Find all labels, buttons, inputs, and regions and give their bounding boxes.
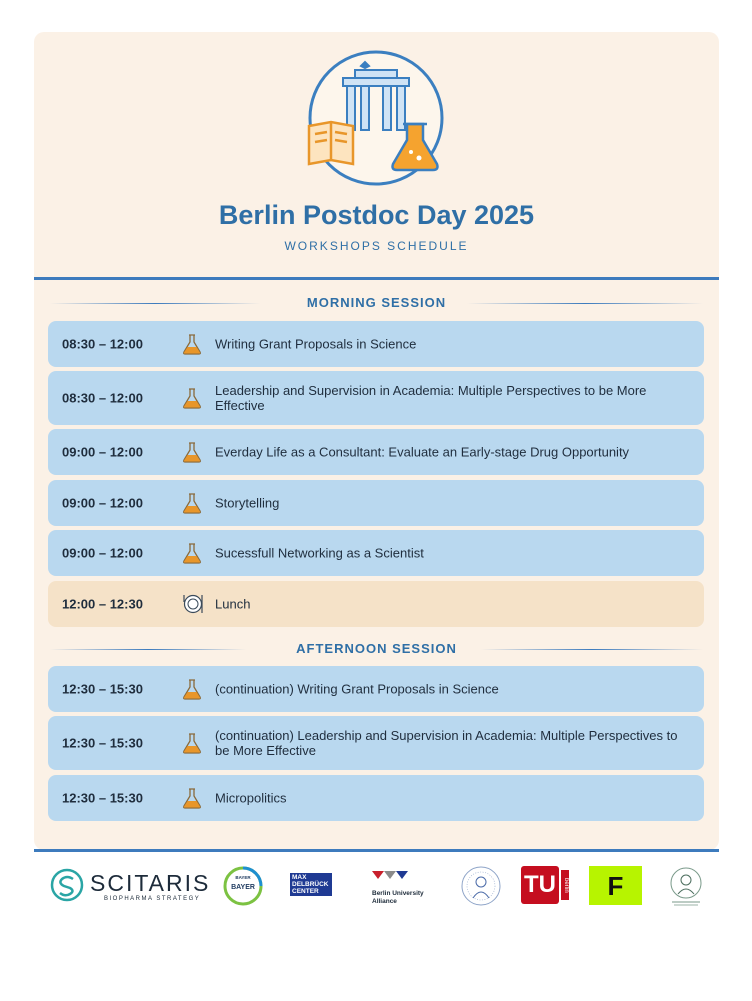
workshop-title: Sucessfull Networking as a Scientist [215, 545, 424, 561]
bua-logo [372, 868, 436, 912]
time-slot: 08:30 – 12:00 [62, 336, 143, 352]
bayer-vertical-text: BAYER [235, 875, 251, 880]
scitaris-name: SCITARIS [90, 870, 211, 896]
max-planck-logo [666, 864, 706, 908]
session-label: AFTERNOON SESSION [296, 641, 457, 656]
schedule-row [48, 530, 704, 576]
header-divider [34, 277, 719, 280]
flask-icon [182, 542, 202, 564]
workshop-title: Everday Life as a Consultant: Evaluate an Early-stage Drug Opportunity [215, 444, 630, 460]
schedule-row [48, 716, 704, 770]
time-slot: 12:00 – 12:30 [62, 596, 143, 612]
schedule-row [48, 371, 704, 425]
bayer-horizontal-text: BAYER [231, 884, 255, 891]
workshop-title: Storytelling [215, 495, 280, 511]
mdc-line-3: CENTER [292, 888, 319, 895]
scitaris-icon [50, 868, 84, 902]
fu-berlin-logo [589, 866, 642, 905]
flask-icon [182, 678, 202, 700]
page-title: Berlin Postdoc Day 2025 [218, 200, 535, 230]
workshop-title: Writing Grant Proposals in Science [215, 336, 417, 352]
flask-icon [182, 732, 202, 754]
schedule-row [48, 321, 704, 367]
mdc-line-1: MAX [292, 874, 307, 881]
book-icon [309, 122, 353, 164]
schedule-row [48, 480, 704, 526]
flask-icon [182, 333, 202, 355]
workshop-title: (continuation) Writing Grant Proposals in Science [215, 681, 499, 697]
time-slot: 12:30 – 15:30 [62, 681, 143, 697]
berlin-postdoc-logo [303, 48, 449, 190]
time-slot: 09:00 – 12:00 [62, 495, 143, 511]
mdc-mark [290, 873, 332, 896]
bua-line-2: Alliance [372, 898, 397, 905]
fu-mark: F [607, 871, 624, 901]
session-label: MORNING SESSION [306, 295, 447, 310]
tu-berlin-logo [521, 866, 569, 904]
time-slot: 12:30 – 15:30 [62, 790, 143, 806]
tu-side: berlin [561, 870, 569, 900]
lunch-title: Lunch [215, 596, 251, 612]
lunch-row [48, 581, 704, 627]
flask-icon [182, 387, 202, 409]
flask-icon [182, 787, 202, 809]
footer-divider [34, 849, 719, 852]
time-slot: 09:00 – 12:00 [62, 444, 143, 460]
morning-session-header [50, 294, 703, 312]
bua-name [372, 890, 436, 906]
bayer-logo [223, 864, 263, 908]
page-subtitle: WORKSHOPS SCHEDULE [284, 239, 469, 253]
bua-line-1: Berlin University [372, 890, 424, 897]
workshop-title: Leadership and Supervision in Academia: Multiple Perspectives to be More Effective [215, 383, 647, 413]
lunch-icon [182, 593, 202, 615]
time-slot: 08:30 – 12:00 [62, 390, 143, 406]
mdc-logo [290, 873, 334, 899]
workshop-title: (continuation) Leadership and Supervision in Academia: Multiple Perspectives to be More Effective [215, 728, 678, 758]
flask-icon [182, 492, 202, 514]
flask-icon [182, 441, 202, 463]
scitaris-logo [50, 864, 211, 908]
schedule-row [48, 775, 704, 821]
schedule-row [48, 429, 704, 475]
tu-mark: TU [521, 866, 559, 904]
time-slot: 09:00 – 12:00 [62, 545, 143, 561]
workshop-title: Micropolitics [215, 790, 287, 806]
humboldt-university-seal [460, 864, 502, 908]
mdc-line-2: DELBRÜCK [292, 881, 329, 888]
time-slot: 12:30 – 15:30 [62, 735, 143, 751]
afternoon-session-header [50, 640, 703, 658]
bua-mark [372, 871, 412, 881]
schedule-row [48, 666, 704, 712]
scitaris-tagline: BIOPHARMA STRATEGY [104, 896, 201, 902]
